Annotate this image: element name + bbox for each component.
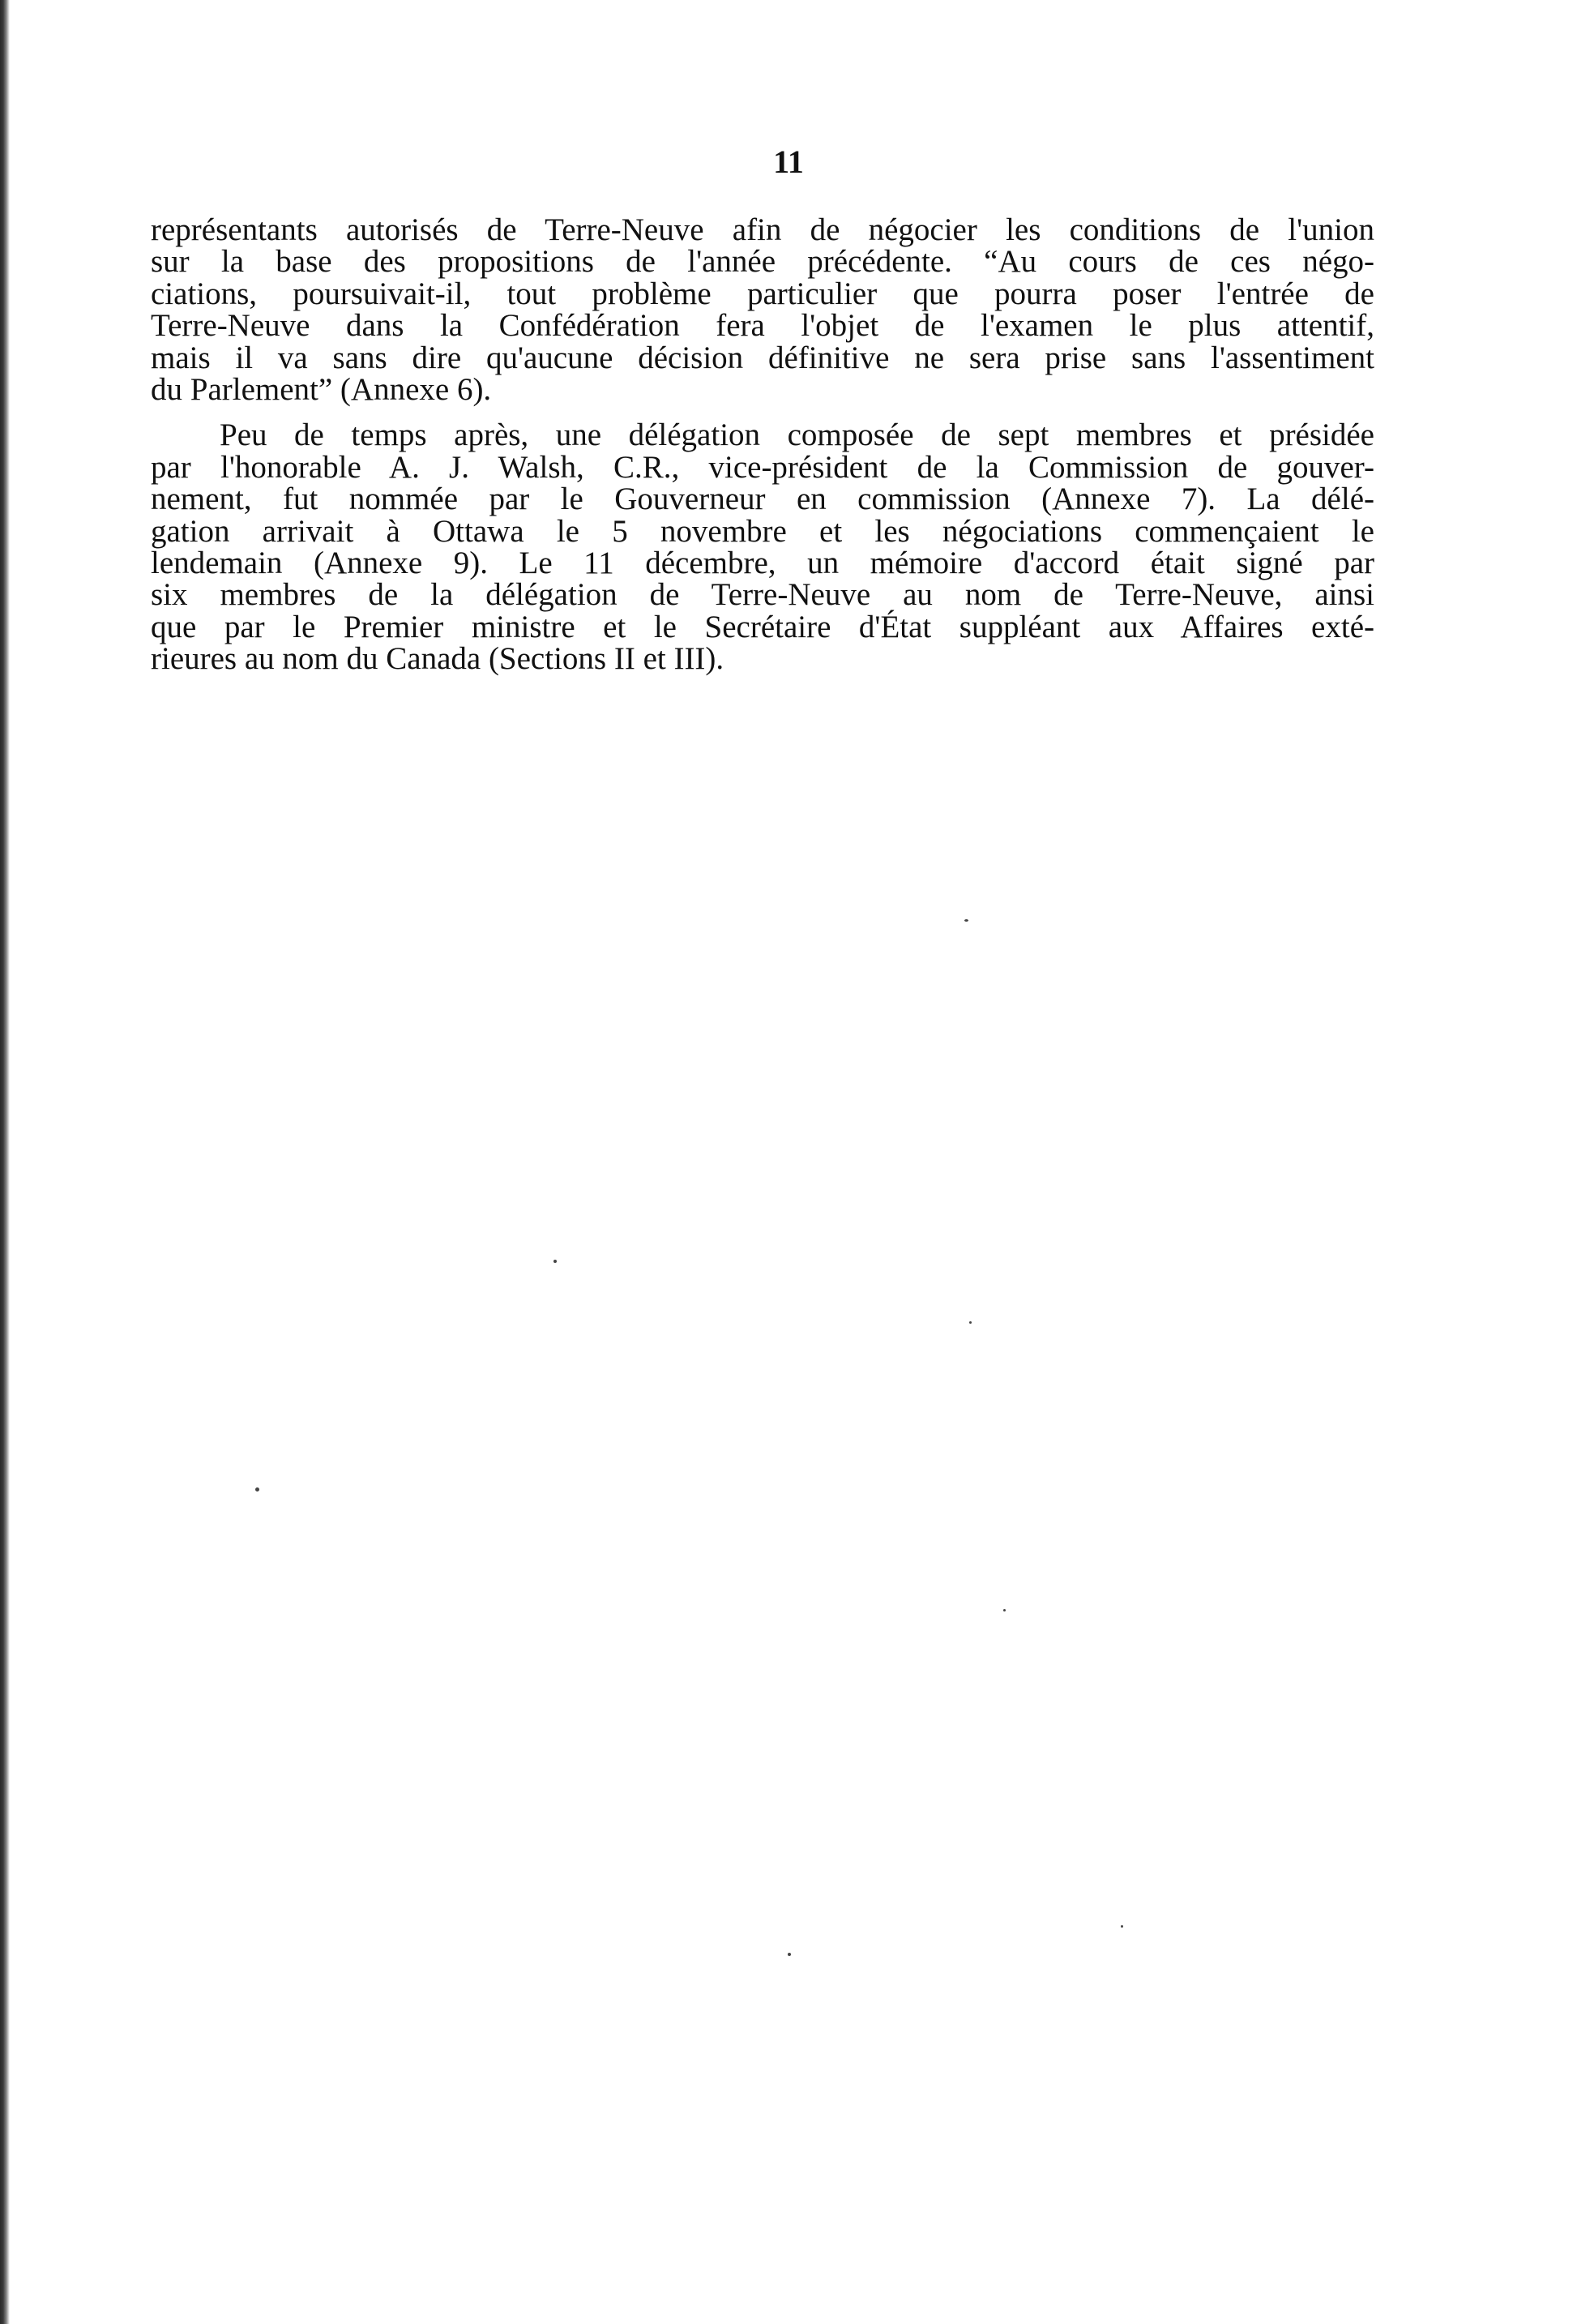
text-line: six membres de la délégation de Terre-Neuve au nom de Terre-Neuve, ainsi xyxy=(151,577,1374,613)
text-line: représentants autorisés de Terre-Neuve afin de négocier les conditions de l'union xyxy=(151,212,1374,247)
page-number: 11 xyxy=(773,143,804,180)
text-line: que par le Premier ministre et le Secrétaire d'État suppléant aux Affaires exté- xyxy=(151,609,1374,644)
scan-speck xyxy=(1003,1609,1006,1611)
text-line: lendemain (Annexe 9). Le 11 décembre, un mémoire d'accord était signé par xyxy=(151,545,1374,580)
text-line: ciations, poursuivait-il, tout problème particulier que pourra poser l'entrée de xyxy=(151,276,1374,311)
scan-edge-shadow xyxy=(0,0,10,2324)
scan-speck xyxy=(553,1260,557,1263)
paragraph-2 xyxy=(151,417,1374,677)
text-line: nement, fut nommée par le Gouverneur en commission (Annexe 7). La délé- xyxy=(151,481,1374,517)
scan-speck xyxy=(788,1953,791,1956)
text-line: rieures au nom du Canada (Sections II et III). xyxy=(151,641,724,677)
text-line: Terre-Neuve dans la Confédération fera l'objet de l'examen le plus attentif, xyxy=(151,308,1374,344)
body-text xyxy=(151,212,1374,677)
scan-speck xyxy=(969,1321,972,1324)
scan-speck xyxy=(964,919,968,922)
text-line: Peu de temps après, une délégation composée de sept membres et présidée xyxy=(220,417,1374,453)
scan-speck xyxy=(255,1487,259,1492)
paragraph-1 xyxy=(151,214,1374,405)
text-line: gation arrivait à Ottawa le 5 novembre et les négociations commençaient le xyxy=(151,513,1374,549)
text-line: mais il va sans dire qu'aucune décision définitive ne sera prise sans l'assentiment xyxy=(151,340,1374,375)
text-line: du Parlement” (Annexe 6). xyxy=(151,371,492,407)
text-line: sur la base des propositions de l'année précédente. “Au cours de ces négo- xyxy=(151,244,1374,280)
scan-speck xyxy=(1121,1925,1123,1928)
text-line: par l'honorable A. J. Walsh, C.R., vice-président de la Commission de gouver- xyxy=(151,449,1374,485)
